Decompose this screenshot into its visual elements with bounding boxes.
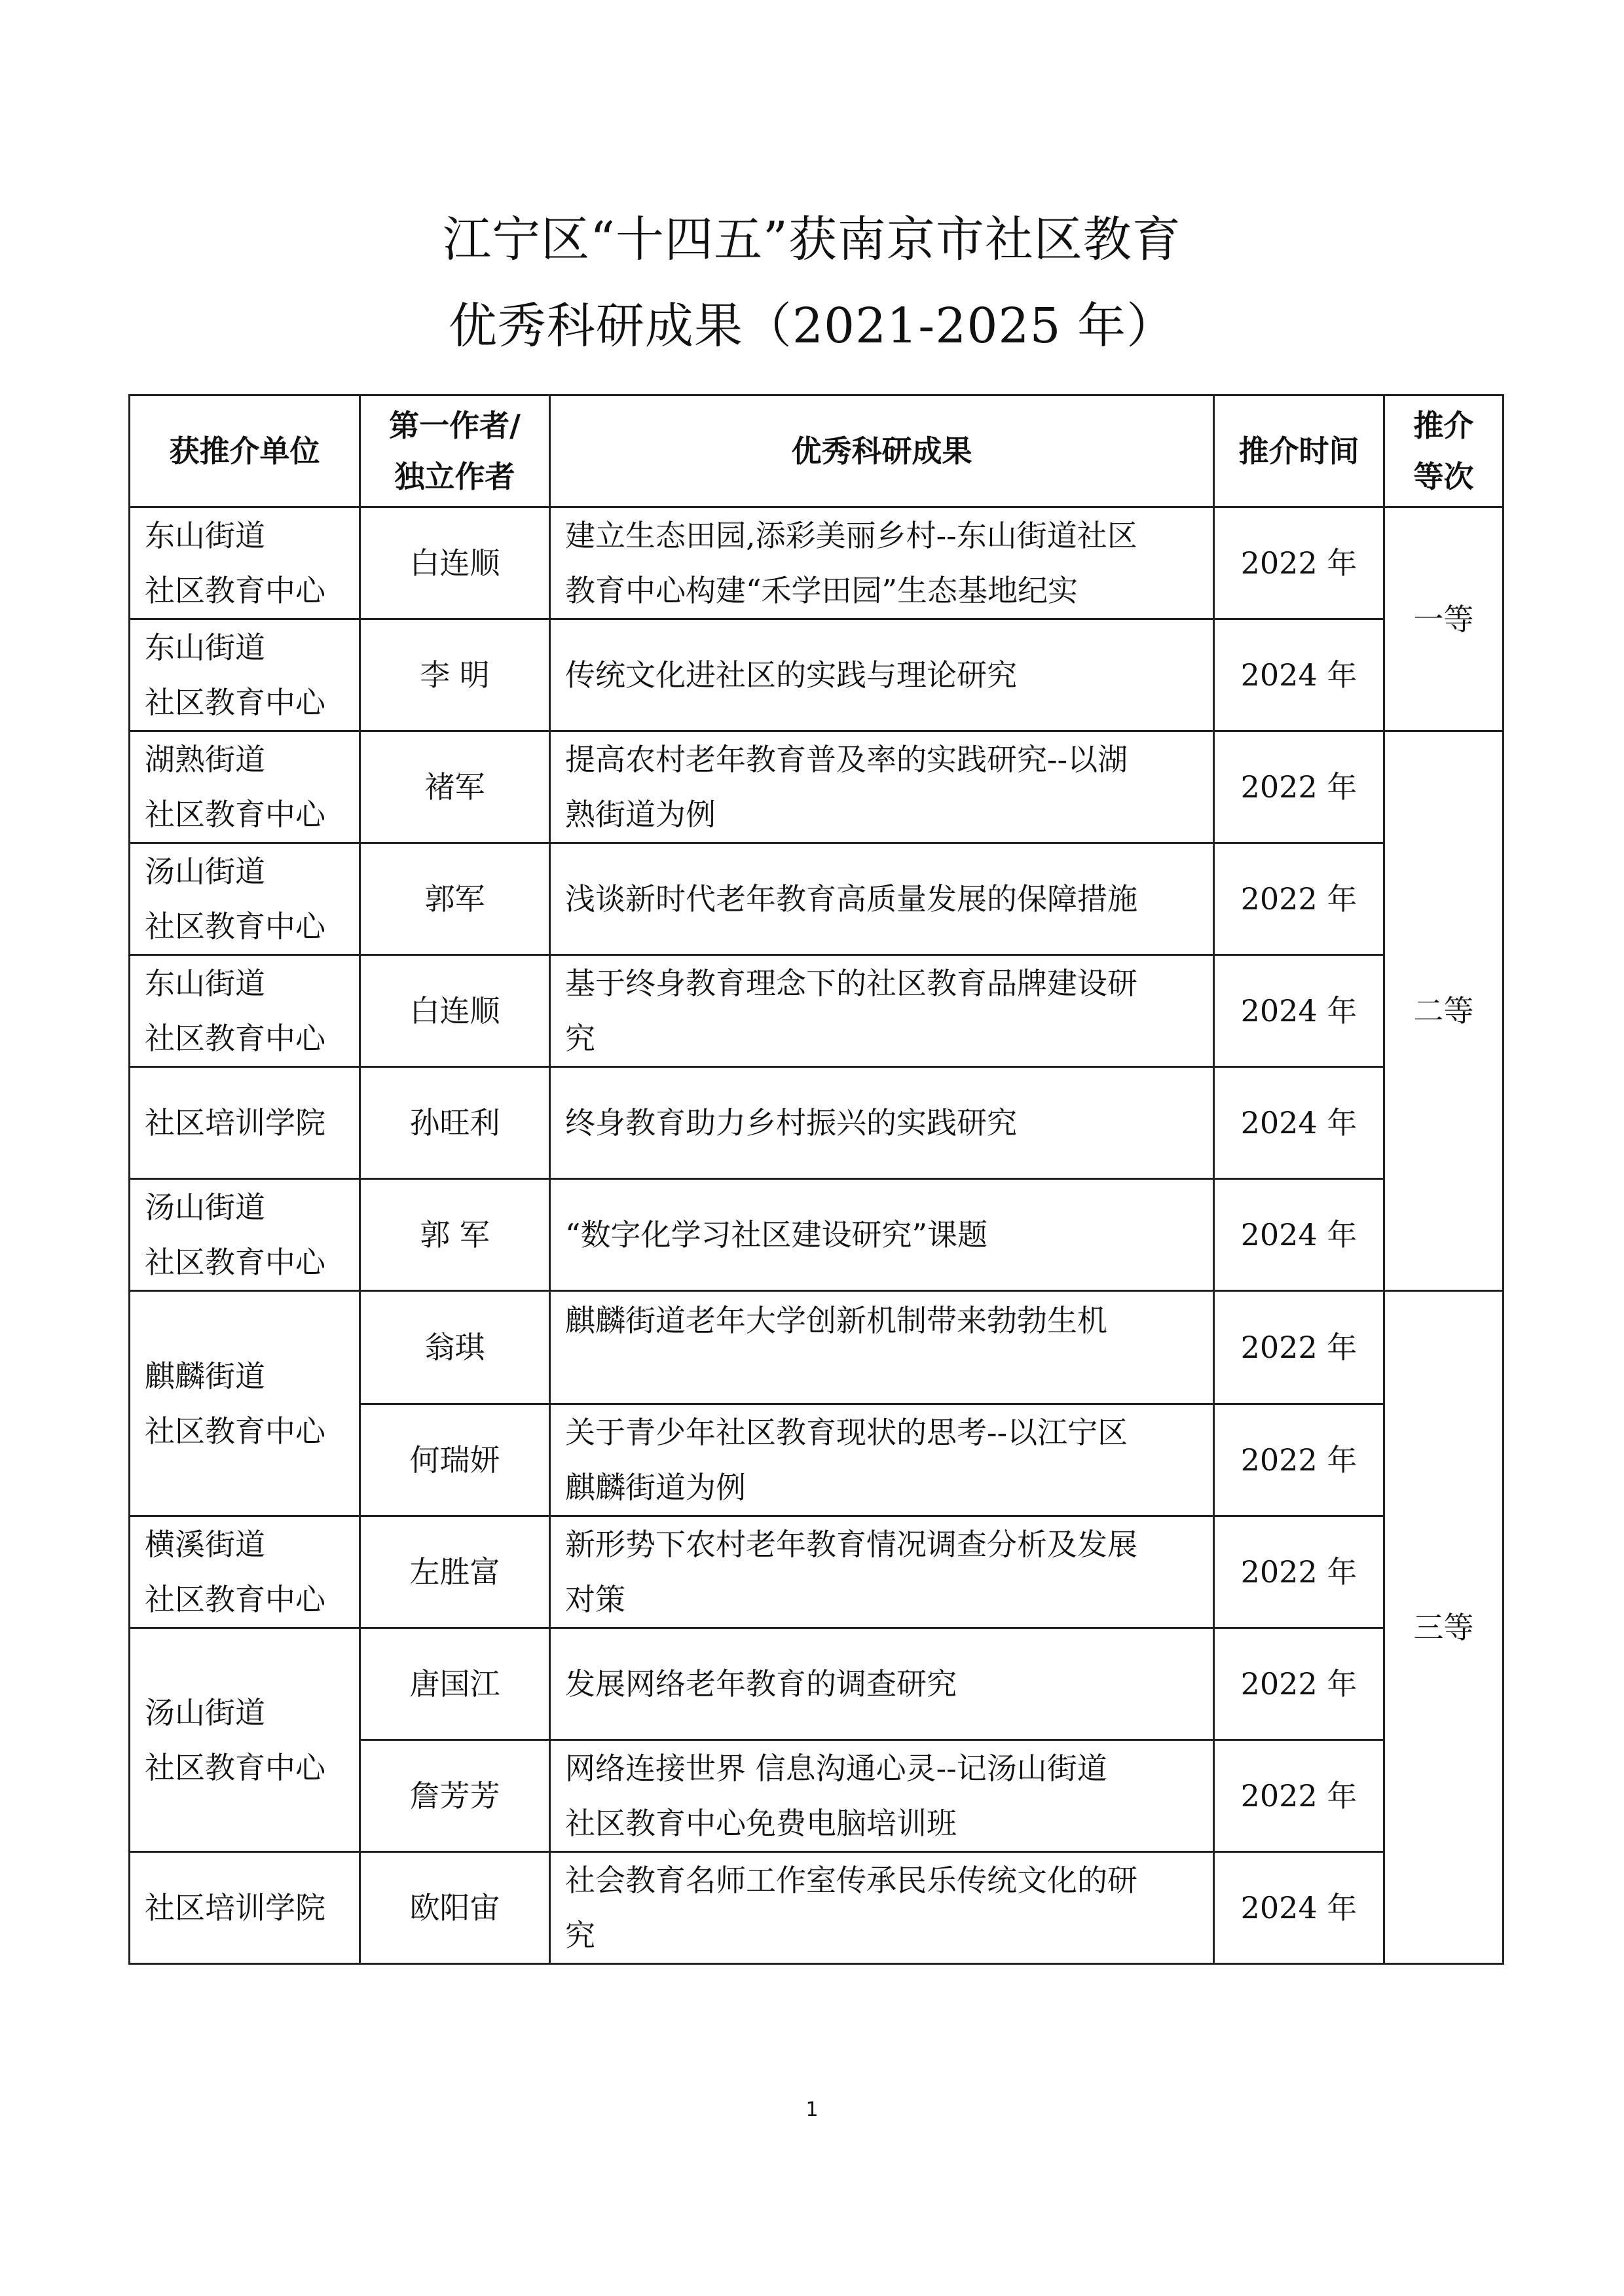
result-line: 熟街道为例: [565, 797, 716, 832]
year-cell: 2024 年: [1214, 1067, 1384, 1179]
year-cell: 2022 年: [1214, 1740, 1384, 1852]
unit-line: 社区培训学院: [145, 1890, 325, 1925]
result-line: 究: [565, 1021, 595, 1056]
year-cell: 2022 年: [1214, 731, 1384, 843]
result-cell: [550, 1404, 1214, 1516]
year-cell: 2022 年: [1214, 1404, 1384, 1516]
result-line: 社会教育名师工作室传承民乐传统文化的研: [565, 1863, 1137, 1898]
rank-cell: 三等: [1384, 1291, 1504, 1964]
unit-cell: [130, 1516, 360, 1628]
unit-line: 社区教育中心: [145, 797, 325, 832]
result-cell: [550, 1516, 1214, 1628]
table-row: [130, 1628, 1504, 1740]
unit-line: 汤山街道: [145, 854, 265, 889]
result-line: 提高农村老年教育普及率的实践研究--以湖: [565, 742, 1128, 777]
author-cell: 欧阳宙: [360, 1852, 550, 1964]
unit-cell: [130, 955, 360, 1067]
header-result: 优秀科研成果: [550, 395, 1214, 507]
rank-cell: 一等: [1384, 507, 1504, 731]
result-line: 对策: [565, 1582, 625, 1617]
unit-line: 社区教育中心: [145, 1413, 325, 1449]
title-line-1: 江宁区“十四五”获南京市社区教育: [443, 211, 1181, 268]
rank-cell: 二等: [1384, 731, 1504, 1291]
result-cell: [550, 619, 1214, 731]
year-cell: 2024 年: [1214, 955, 1384, 1067]
header-rank-line-2: 等次: [1413, 459, 1474, 494]
header-author-line-2: 独立作者: [394, 459, 515, 494]
author-cell: 唐国江: [360, 1628, 550, 1740]
author-cell: 李 明: [360, 619, 550, 731]
result-line: 麒麟街道老年大学创新机制带来勃勃生机: [565, 1303, 1107, 1338]
author-cell: 郭 军: [360, 1179, 550, 1291]
result-line: 社区教育中心免费电脑培训班: [565, 1806, 957, 1841]
author-cell: 褚军: [360, 731, 550, 843]
table-row: [130, 843, 1504, 955]
author-cell: 翁琪: [360, 1291, 550, 1404]
result-line: 麒麟街道为例: [565, 1470, 746, 1505]
result-line: 究: [565, 1918, 595, 1953]
unit-line: 东山街道: [145, 630, 265, 665]
unit-line: 社区教育中心: [145, 1749, 325, 1785]
result-cell: [550, 1291, 1214, 1404]
unit-line: 社区教育中心: [145, 1245, 325, 1280]
result-line: 浅谈新时代老年教育高质量发展的保障措施: [565, 881, 1137, 917]
result-line: 新形势下农村老年教育情况调查分析及发展: [565, 1527, 1137, 1562]
result-line: 建立生态田园,添彩美丽乡村--东山街道社区: [565, 518, 1137, 553]
year-cell: 2024 年: [1214, 619, 1384, 731]
author-cell: 左胜富: [360, 1516, 550, 1628]
unit-line: 社区教育中心: [145, 573, 325, 608]
year-cell: 2022 年: [1214, 843, 1384, 955]
table-row: [130, 1516, 1504, 1628]
author-cell: 何瑞妍: [360, 1404, 550, 1516]
result-line: 发展网络老年教育的调查研究: [565, 1666, 957, 1702]
unit-line: 汤山街道: [145, 1694, 265, 1730]
unit-line: 湖熟街道: [145, 742, 265, 777]
unit-cell: [130, 507, 360, 619]
table-row: [130, 1179, 1504, 1291]
unit-cell: [130, 843, 360, 955]
result-line: “数字化学习社区建设研究”课题: [565, 1217, 988, 1252]
unit-line: 社区教育中心: [145, 1021, 325, 1056]
unit-cell: [130, 1179, 360, 1291]
result-line: 教育中心构建“禾学田园”生态基地纪实: [565, 573, 1079, 608]
unit-line: 汤山街道: [145, 1190, 265, 1225]
result-cell: [550, 1067, 1214, 1179]
year-cell: 2022 年: [1214, 1516, 1384, 1628]
result-line: 基于终身教育理念下的社区教育品牌建设研: [565, 966, 1137, 1001]
document-title: [0, 196, 1624, 369]
table-row: [130, 731, 1504, 843]
result-line: 网络连接世界 信息沟通心灵--记汤山街道: [565, 1751, 1107, 1786]
page-number: 1: [805, 2098, 819, 2121]
unit-line: 横溪街道: [145, 1527, 265, 1562]
table-row: [130, 955, 1504, 1067]
header-unit: 获推介单位: [130, 395, 360, 507]
result-cell: [550, 1179, 1214, 1291]
header-rank: [1384, 395, 1504, 507]
table-row: [130, 1291, 1504, 1404]
year-cell: 2022 年: [1214, 1291, 1384, 1404]
author-cell: 孙旺利: [360, 1067, 550, 1179]
header-time: 推介时间: [1214, 395, 1384, 507]
result-cell: [550, 1852, 1214, 1964]
year-cell: 2024 年: [1214, 1852, 1384, 1964]
result-cell: [550, 1628, 1214, 1740]
unit-line: 东山街道: [145, 966, 265, 1001]
unit-cell: [130, 619, 360, 731]
results-table: [128, 394, 1504, 1965]
table-row: [130, 507, 1504, 619]
unit-cell: [130, 1852, 360, 1964]
unit-line: 社区教育中心: [145, 685, 325, 720]
unit-line: 东山街道: [145, 518, 265, 553]
year-cell: 2022 年: [1214, 507, 1384, 619]
header-author-line-1: 第一作者/: [389, 408, 521, 443]
unit-line: 社区培训学院: [145, 1105, 325, 1140]
author-cell: 白连顺: [360, 507, 550, 619]
result-cell: [550, 731, 1214, 843]
unit-line: 社区教育中心: [145, 909, 325, 944]
result-cell: [550, 1740, 1214, 1852]
table-row: [130, 1852, 1504, 1964]
author-cell: 詹芳芳: [360, 1740, 550, 1852]
header-author: [360, 395, 550, 507]
header-rank-line-1: 推介: [1413, 408, 1474, 443]
result-cell: [550, 843, 1214, 955]
result-cell: [550, 955, 1214, 1067]
unit-cell: [130, 1067, 360, 1179]
unit-cell: [130, 1291, 360, 1516]
result-cell: [550, 507, 1214, 619]
author-cell: 白连顺: [360, 955, 550, 1067]
table-row: [130, 619, 1504, 731]
unit-cell: [130, 731, 360, 843]
result-line: 传统文化进社区的实践与理论研究: [565, 657, 1017, 693]
title-line-2: 优秀科研成果（2021-2025 年）: [448, 298, 1176, 354]
unit-line: 麒麟街道: [145, 1358, 265, 1394]
year-cell: 2024 年: [1214, 1179, 1384, 1291]
year-cell: 2022 年: [1214, 1628, 1384, 1740]
result-line: 关于青少年社区教育现状的思考--以江宁区: [565, 1415, 1128, 1450]
header-row: [130, 395, 1504, 507]
unit-line: 社区教育中心: [145, 1582, 325, 1617]
unit-cell: [130, 1628, 360, 1852]
author-cell: 郭军: [360, 843, 550, 955]
result-line: 终身教育助力乡村振兴的实践研究: [565, 1105, 1017, 1140]
table-row: [130, 1067, 1504, 1179]
